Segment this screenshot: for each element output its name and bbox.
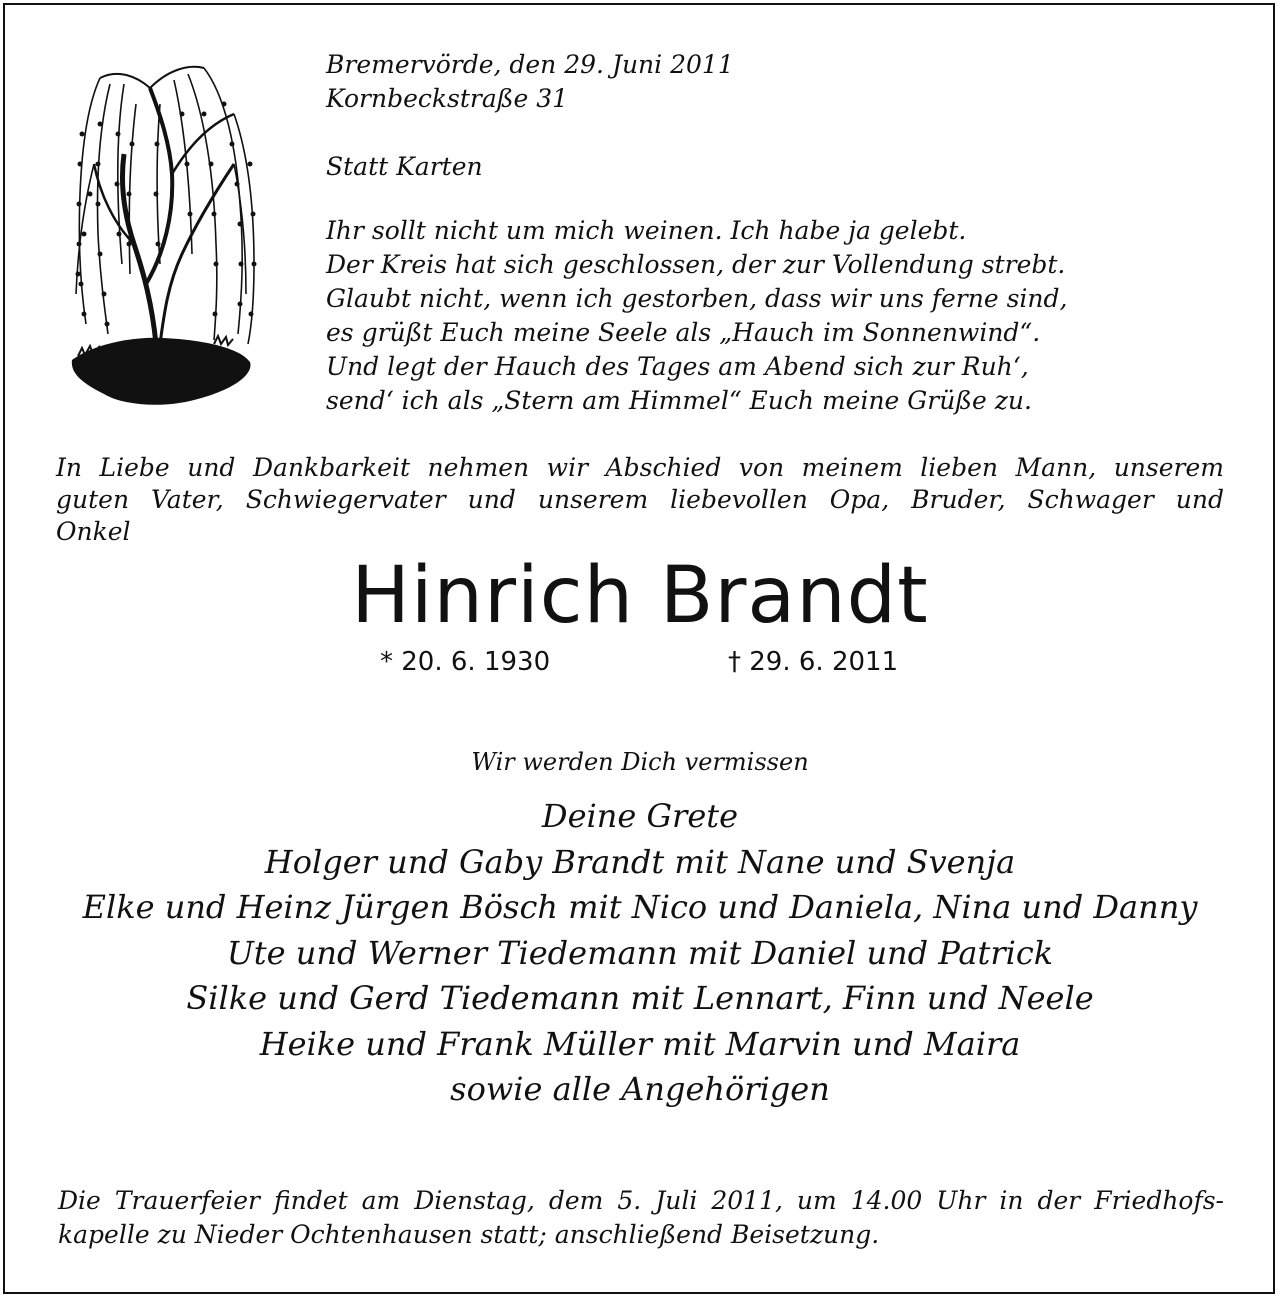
family-line: Elke und Heinz Jürgen Bösch mit Nico und Daniela, Nina und Danny	[82, 888, 1198, 926]
family-line: Holger und Gaby Brandt mit Nane und Svenja	[264, 842, 1016, 881]
intro-line: Onkel	[56, 517, 131, 546]
intro-paragraph	[56, 452, 1224, 548]
poem-line: Der Kreis hat sich geschlossen, der zur Vollendung strebt.	[326, 250, 1066, 279]
ceremony-line: Die Trauerfeier findet am Dienstag, dem 5. Juli 2011, um 14.00 Uhr in der Friedhofs-	[58, 1186, 1224, 1215]
statt-karten: Statt Karten	[326, 152, 483, 181]
deceased-name: Hinrich Brandt	[351, 551, 929, 641]
birth-date: * 20. 6. 1930	[380, 647, 551, 677]
place-date: Bremervörde, den 29. Juni 2011	[326, 50, 734, 79]
poem-line: Glaubt nicht, wenn ich gestorben, dass wir uns ferne sind,	[326, 284, 1068, 313]
poem-line: es grüßt Euch meine Seele als „Hauch im Sonnenwind“.	[326, 318, 1041, 347]
family-line: Silke und Gerd Tiedemann mit Lennart, Finn und Neele	[186, 979, 1094, 1017]
ceremony-line: kapelle zu Nieder Ochtenhausen statt; anschließend Beisetzung.	[58, 1220, 880, 1249]
miss-line: Wir werden Dich vermissen	[471, 748, 809, 776]
family-list	[0, 794, 1280, 1113]
poem-line: Und legt der Hauch des Tages am Abend sich zur Ruh‘,	[326, 352, 1029, 381]
family-line: sowie alle Angehörigen	[450, 1070, 830, 1108]
family-line: Deine Grete	[541, 797, 739, 835]
poem-line: send‘ ich als „Stern am Himmel“ Euch meine Grüße zu.	[326, 386, 1032, 415]
poem-line: Ihr sollt nicht um mich weinen. Ich habe ja gelebt.	[326, 216, 967, 245]
header-block	[326, 48, 1166, 418]
death-date: † 29. 6. 2011	[728, 647, 899, 677]
intro-line: In Liebe und Dankbarkeit nehmen wir Abschied von meinem lieben Mann, unserem	[56, 453, 1224, 482]
family-line: Ute und Werner Tiedemann mit Daniel und Patrick	[226, 933, 1054, 972]
intro-line: guten Vater, Schwiegervater und unserem liebevollen Opa, Bruder, Schwager und	[56, 485, 1224, 514]
ceremony-notice	[58, 1184, 1224, 1252]
family-line: Heike und Frank Müller mit Marvin und Maira	[259, 1024, 1021, 1063]
address: Kornbeckstraße 31	[326, 84, 569, 113]
weeping-willow-icon	[64, 44, 260, 420]
